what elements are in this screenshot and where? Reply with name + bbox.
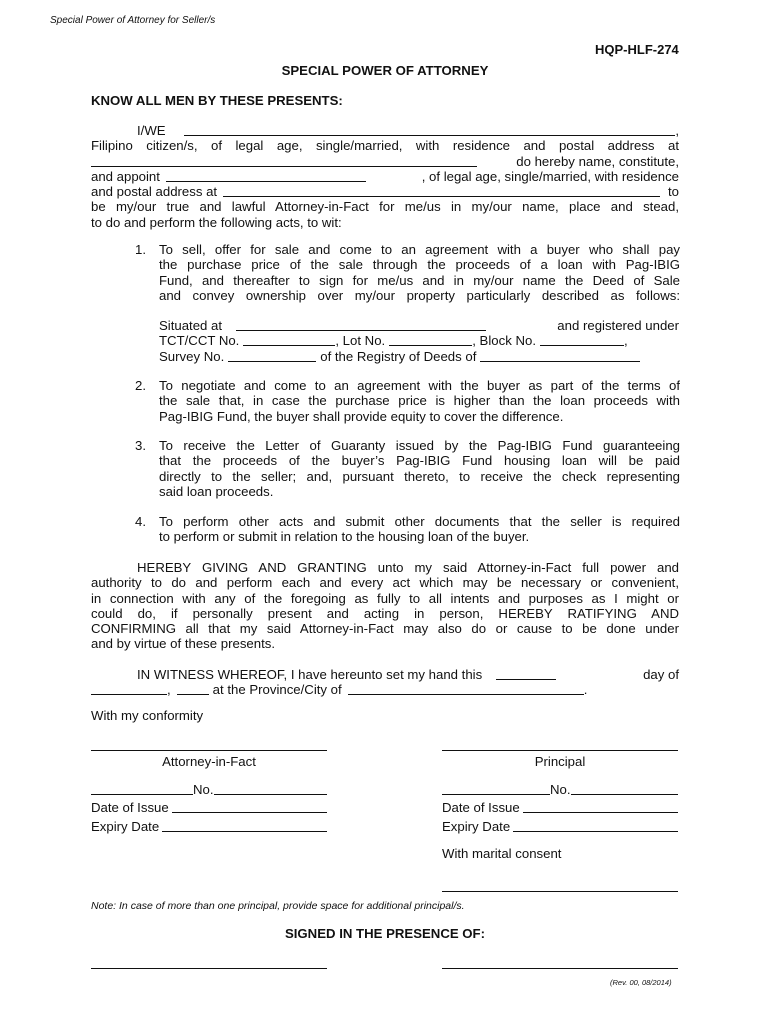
document-title: SPECIAL POWER OF ATTORNEY [281, 63, 489, 78]
witness-line-2 [91, 682, 679, 697]
attorney-expiry-row [91, 819, 327, 834]
month-field[interactable] [91, 682, 167, 695]
item-3-line: that the proceeds of the buyer’s Pag-IBIG Fund housing loan will be paid [159, 453, 680, 469]
property-location-field[interactable] [236, 318, 486, 331]
principal-issue-row [442, 800, 678, 815]
attorney-address-field[interactable] [223, 184, 660, 197]
granting-line: and by virtue of these presents. [91, 636, 276, 652]
attorney-id-number-field[interactable] [214, 782, 327, 795]
iwe-label: I/WE [137, 123, 166, 138]
witness-2-signature-line[interactable] [442, 968, 678, 969]
comma: , [675, 123, 679, 138]
item-4-line: to perform or submit in relation to the housing loan of the buyer. [159, 529, 530, 545]
appoint-text: and appoint [91, 168, 160, 184]
expiry-label: Expiry Date [91, 818, 160, 834]
item-2-line: To negotiate and come to an agreement with the buyer as part of the terms of [159, 378, 680, 393]
intro-line-7: to do and perform the following acts, to wit: [91, 214, 342, 230]
day-of-text: day of [643, 667, 679, 682]
attorney-id-row [91, 782, 327, 797]
witness-line-1 [137, 667, 679, 682]
situated-text: Situated at [159, 318, 223, 333]
property-line-2 [159, 333, 679, 348]
item-2-line: the sale that, in case the purchase price is higher than the loan proceeds with [159, 393, 680, 409]
postal-address-text: and postal address at [91, 184, 218, 200]
registered-text: and registered under [557, 318, 679, 333]
granting-line: HEREBY GIVING AND GRANTING unto my said Attorney-in-Fact full power and [137, 560, 679, 575]
date-issue-label: Date of Issue [91, 800, 169, 816]
marital-consent-label: With marital consent [442, 846, 562, 861]
list-number: 4. [135, 514, 146, 529]
granting-line: CONFIRMING all that my said Attorney-in-Fact may also do or cause to be done under [91, 621, 679, 637]
tct-number-field[interactable] [243, 333, 335, 346]
item-1-line: To sell, offer for sale and come to an agreement with a buyer who shall pay [159, 242, 680, 257]
principal-id-type-field[interactable] [442, 782, 550, 795]
spouse-signature-line[interactable] [442, 891, 678, 892]
legal-age-text: , of legal age, single/married, with residence [421, 168, 679, 184]
survey-number-field[interactable] [228, 349, 316, 362]
signed-presence-heading: SIGNED IN THE PRESENCE OF: [284, 926, 486, 941]
granting-paragraph [91, 560, 679, 652]
list-number: 2. [135, 378, 146, 393]
item-1-line: and convey ownership over my/our property particularly described as follows: [159, 287, 680, 303]
attorney-issue-row [91, 800, 327, 815]
intro-line-5 [91, 184, 679, 199]
principal-id-number-field[interactable] [571, 782, 678, 795]
registry-text: of the Registry of Deeds of [320, 348, 477, 364]
item-1-line: Fund, and thereafter to sign for me/us and in my/our name the Deed of Sale [159, 272, 680, 288]
list-number: 3. [135, 438, 146, 453]
property-line-1 [159, 318, 679, 333]
granting-line: could do, if personally present and acting in person, HEREBY RATIFYING AND [91, 605, 679, 621]
witness-text: IN WITNESS WHEREOF, I have hereunto set my hand this [137, 667, 483, 682]
granting-line: in connection with any of the foregoing as fully to all intents and purposes as I might or [91, 590, 679, 606]
item-3-line: directly to the seller; and, pursuant thereto, to receive the check representing [159, 468, 680, 484]
item-1-line: the purchase price of the sale through the proceeds of a loan with Pag-IBIG [159, 257, 680, 273]
block-number-field[interactable] [540, 333, 624, 346]
lot-text: , Lot No. [335, 333, 386, 349]
principal-address-field[interactable] [91, 154, 477, 167]
note-text: Note: In case of more than one principal, provide space for additional principal/s. [91, 900, 465, 912]
tct-text: TCT/CCT No. [159, 333, 240, 349]
intro-line-4 [91, 169, 679, 184]
attorney-name-field[interactable] [166, 169, 366, 182]
intro-line-3 [91, 154, 679, 169]
list-item-3 [135, 438, 680, 499]
principal-name-field[interactable] [184, 123, 676, 136]
principal-id-block [442, 782, 678, 834]
list-item-4 [135, 514, 680, 545]
no-label: No. [550, 782, 571, 797]
item-4-line: To perform other acts and submit other documents that the seller is required [159, 514, 680, 529]
form-header-tag: Special Power of Attorney for Seller/s [50, 15, 216, 26]
conformity-label: With my conformity [91, 708, 204, 723]
lot-number-field[interactable] [389, 333, 472, 346]
comma: , [167, 682, 171, 698]
no-label: No. [193, 782, 214, 797]
attorney-id-type-field[interactable] [91, 782, 193, 795]
list-number: 1. [135, 242, 146, 257]
constitute-text: do hereby name, constitute, [516, 153, 679, 169]
attorney-id-block [91, 782, 327, 834]
expiry-label: Expiry Date [442, 818, 511, 834]
to-text: to [668, 184, 679, 200]
province-city-field[interactable] [348, 682, 584, 695]
property-line-3 [159, 349, 679, 364]
intro-paragraph [91, 123, 679, 230]
item-2-line: Pag-IBIG Fund, the buyer shall provide equity to cover the difference. [159, 408, 564, 424]
principal-issue-date-field[interactable] [523, 800, 678, 813]
block-text: , Block No. [472, 333, 536, 349]
attorney-expiry-date-field[interactable] [162, 819, 327, 832]
form-code: HQP-HLF-274 [595, 42, 679, 57]
witness-1-signature-line[interactable] [91, 968, 327, 969]
revision-text: (Rev. 00, 08/2014) [610, 978, 672, 987]
property-description [159, 318, 679, 364]
principal-label: Principal [534, 754, 586, 769]
witness-paragraph [91, 667, 679, 698]
item-3-line: said loan proceeds. [159, 483, 274, 499]
intro-line-2: Filipino citizen/s, of legal age, single/married, with residence and postal address at [91, 138, 679, 154]
principal-signature-line[interactable] [442, 750, 678, 751]
period: . [583, 682, 588, 698]
date-issue-label: Date of Issue [442, 800, 520, 816]
day-field[interactable] [496, 667, 556, 680]
survey-text: Survey No. [159, 348, 225, 364]
attorney-signature-line[interactable] [91, 750, 327, 751]
preamble-heading: KNOW ALL MEN BY THESE PRESENTS: [91, 93, 343, 108]
principal-id-row [442, 782, 678, 797]
attorney-label: Attorney-in-Fact [162, 754, 256, 769]
registry-location-field[interactable] [480, 349, 640, 362]
granting-line: authority to do and perform each and every act which may be necessary or convenient, [91, 575, 679, 591]
principal-expiry-row [442, 819, 678, 834]
province-city-text: at the Province/City of [212, 682, 342, 698]
intro-line-6: be my/our true and lawful Attorney-in-Fact for me/us in my/our name, place and stead, [91, 199, 679, 215]
attorney-issue-date-field[interactable] [172, 800, 327, 813]
year-field[interactable] [177, 682, 209, 695]
intro-line-1 [137, 123, 679, 138]
comma: , [623, 333, 628, 349]
list-item-2 [135, 378, 680, 424]
principal-expiry-date-field[interactable] [513, 819, 678, 832]
list-item-1 [135, 242, 680, 303]
item-3-line: To receive the Letter of Guaranty issued by the Pag-IBIG Fund guaranteeing [159, 438, 680, 453]
